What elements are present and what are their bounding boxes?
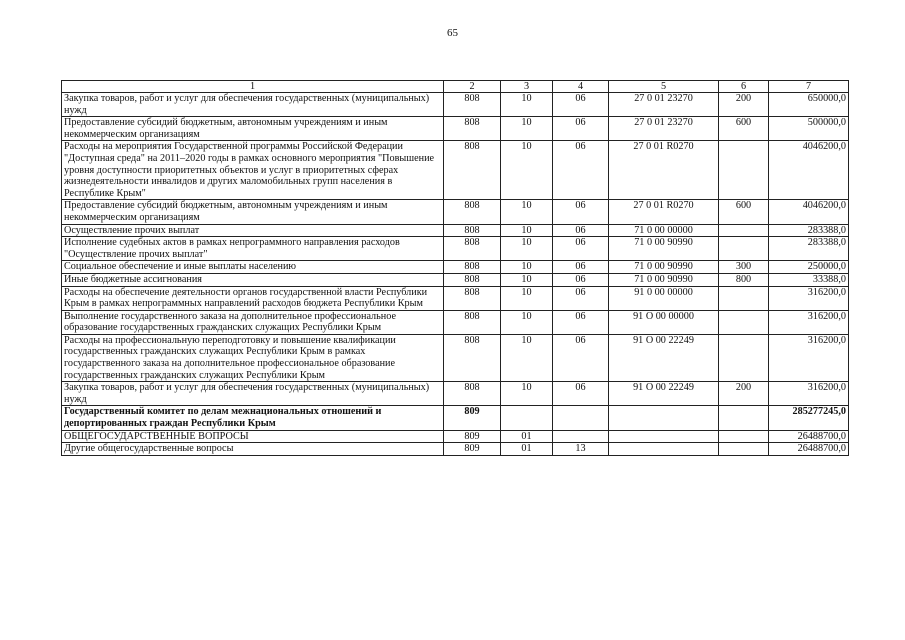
amount-cell: 650000,0 <box>769 93 849 117</box>
subsection-code-cell: 06 <box>553 237 609 261</box>
ministry-code-cell: 809 <box>444 406 501 430</box>
header-row <box>62 81 849 93</box>
section-code-cell <box>501 406 553 430</box>
ministry-code-cell: 808 <box>444 200 501 224</box>
ministry-code-cell: 808 <box>444 261 501 274</box>
table-row <box>62 141 849 200</box>
section-code-cell: 10 <box>501 117 553 141</box>
column-header-4: 4 <box>553 81 609 93</box>
ministry-code-cell: 808 <box>444 117 501 141</box>
section-code-cell: 10 <box>501 224 553 237</box>
subsection-code-cell: 06 <box>553 200 609 224</box>
amount-cell: 4046200,0 <box>769 200 849 224</box>
row-name-cell: Расходы на профессиональную переподготовку и повышение квалификации государственных гражданских служащих Республики Крым в рамках государственного заказа на дополнительное профессиональное образование государственных гражданских служащих Республики Крым <box>62 334 444 381</box>
column-header-6: 6 <box>719 81 769 93</box>
expense-type-code-cell <box>719 237 769 261</box>
target-article-code-cell <box>609 430 719 443</box>
section-code-cell: 10 <box>501 286 553 310</box>
table-row <box>62 200 849 224</box>
target-article-code-cell: 71 0 00 90990 <box>609 273 719 286</box>
target-article-code-cell <box>609 443 719 456</box>
column-header-3: 3 <box>501 81 553 93</box>
row-name-cell: Государственный комитет по делам межнациональных отношений и депортированных граждан Республики Крым <box>62 406 444 430</box>
expense-type-code-cell <box>719 224 769 237</box>
subsection-code-cell: 06 <box>553 286 609 310</box>
table-row <box>62 334 849 381</box>
target-article-code-cell: 27 0 01 23270 <box>609 117 719 141</box>
column-header-2: 2 <box>444 81 501 93</box>
section-code-cell: 10 <box>501 237 553 261</box>
subsection-code-cell: 06 <box>553 261 609 274</box>
amount-cell: 285277245,0 <box>769 406 849 430</box>
ministry-code-cell: 808 <box>444 286 501 310</box>
target-article-code-cell: 71 0 00 00000 <box>609 224 719 237</box>
row-name-cell: Предоставление субсидий бюджетным, автономным учреждениям и иным некоммерческим организациям <box>62 200 444 224</box>
subsection-code-cell: 06 <box>553 141 609 200</box>
row-name-cell: Предоставление субсидий бюджетным, автономным учреждениям и иным некоммерческим организациям <box>62 117 444 141</box>
row-name-cell: Закупка товаров, работ и услуг для обеспечения государственных (муниципальных) нужд <box>62 382 444 406</box>
amount-cell: 316200,0 <box>769 382 849 406</box>
column-header-7: 7 <box>769 81 849 93</box>
target-article-code-cell: 71 0 00 90990 <box>609 237 719 261</box>
amount-cell: 316200,0 <box>769 334 849 381</box>
amount-cell: 4046200,0 <box>769 141 849 200</box>
row-name-cell: Расходы на обеспечение деятельности органов государственной власти Республики Крым в рамках непрограммных направлений расходов бюджета Республики Крым <box>62 286 444 310</box>
row-name-cell: Осуществление прочих выплат <box>62 224 444 237</box>
row-name-cell: Другие общегосударственные вопросы <box>62 443 444 456</box>
amount-cell: 316200,0 <box>769 310 849 334</box>
target-article-code-cell: 27 0 01 R0270 <box>609 200 719 224</box>
column-header-5: 5 <box>609 81 719 93</box>
ministry-code-cell: 809 <box>444 430 501 443</box>
row-name-cell: Закупка товаров, работ и услуг для обеспечения государственных (муниципальных) нужд <box>62 93 444 117</box>
table-row <box>62 443 849 456</box>
ministry-code-cell: 808 <box>444 224 501 237</box>
target-article-code-cell: 91 О 00 22249 <box>609 334 719 381</box>
table-row <box>62 93 849 117</box>
expense-type-code-cell <box>719 443 769 456</box>
target-article-code-cell: 27 0 01 23270 <box>609 93 719 117</box>
section-code-cell: 10 <box>501 273 553 286</box>
amount-cell: 26488700,0 <box>769 443 849 456</box>
ministry-code-cell: 808 <box>444 273 501 286</box>
table-row <box>62 237 849 261</box>
expense-type-code-cell: 600 <box>719 117 769 141</box>
subsection-code-cell: 06 <box>553 117 609 141</box>
table-row <box>62 310 849 334</box>
table-row <box>62 273 849 286</box>
budget-table <box>61 80 849 456</box>
target-article-code-cell: 91 0 00 00000 <box>609 286 719 310</box>
amount-cell: 283388,0 <box>769 224 849 237</box>
ministry-code-cell: 808 <box>444 382 501 406</box>
section-code-cell: 10 <box>501 141 553 200</box>
target-article-code-cell: 71 0 00 90990 <box>609 261 719 274</box>
subsection-code-cell <box>553 406 609 430</box>
table-body <box>62 93 849 456</box>
amount-cell: 316200,0 <box>769 286 849 310</box>
amount-cell: 283388,0 <box>769 237 849 261</box>
subsection-code-cell: 06 <box>553 224 609 237</box>
table-row <box>62 117 849 141</box>
expense-type-code-cell: 200 <box>719 93 769 117</box>
ministry-code-cell: 809 <box>444 443 501 456</box>
section-code-cell: 10 <box>501 261 553 274</box>
ministry-code-cell: 808 <box>444 141 501 200</box>
column-header-1: 1 <box>62 81 444 93</box>
row-name-cell: Иные бюджетные ассигнования <box>62 273 444 286</box>
expense-type-code-cell <box>719 334 769 381</box>
expense-type-code-cell: 800 <box>719 273 769 286</box>
subsection-code-cell: 06 <box>553 273 609 286</box>
section-code-cell: 10 <box>501 310 553 334</box>
expense-type-code-cell <box>719 141 769 200</box>
expense-type-code-cell: 200 <box>719 382 769 406</box>
target-article-code-cell: 91 О 00 22249 <box>609 382 719 406</box>
expense-type-code-cell <box>719 406 769 430</box>
expense-type-code-cell <box>719 310 769 334</box>
table-row <box>62 406 849 430</box>
table-row <box>62 261 849 274</box>
amount-cell: 26488700,0 <box>769 430 849 443</box>
row-name-cell: Расходы на мероприятия Государственной программы Российской Федерации "Доступная среда" на 2011–2020 годы в рамках основного мероприятия "Повышение уровня доступности приоритетных объектов и услуг в приоритетных сферах жизнедеятельности инвалидов и других маломобильных групп населения в Республике Крым" <box>62 141 444 200</box>
section-code-cell: 10 <box>501 382 553 406</box>
amount-cell: 33388,0 <box>769 273 849 286</box>
amount-cell: 500000,0 <box>769 117 849 141</box>
table-row <box>62 382 849 406</box>
table-row <box>62 286 849 310</box>
ministry-code-cell: 808 <box>444 310 501 334</box>
section-code-cell: 01 <box>501 430 553 443</box>
expense-type-code-cell: 300 <box>719 261 769 274</box>
expense-type-code-cell <box>719 430 769 443</box>
subsection-code-cell: 06 <box>553 334 609 381</box>
ministry-code-cell: 808 <box>444 334 501 381</box>
section-code-cell: 01 <box>501 443 553 456</box>
table-row <box>62 224 849 237</box>
row-name-cell: Исполнение судебных актов в рамках непрограммного направления расходов "Осуществление прочих выплат" <box>62 237 444 261</box>
subsection-code-cell: 06 <box>553 93 609 117</box>
expense-type-code-cell <box>719 286 769 310</box>
ministry-code-cell: 808 <box>444 237 501 261</box>
ministry-code-cell: 808 <box>444 93 501 117</box>
target-article-code-cell: 91 О 00 00000 <box>609 310 719 334</box>
subsection-code-cell: 06 <box>553 310 609 334</box>
subsection-code-cell: 13 <box>553 443 609 456</box>
section-code-cell: 10 <box>501 200 553 224</box>
target-article-code-cell <box>609 406 719 430</box>
table-row <box>62 430 849 443</box>
section-code-cell: 10 <box>501 93 553 117</box>
row-name-cell: Выполнение государственного заказа на дополнительное профессиональное образование государственных гражданских служащих Республики Крым <box>62 310 444 334</box>
expense-type-code-cell: 600 <box>719 200 769 224</box>
row-name-cell: Социальное обеспечение и иные выплаты населению <box>62 261 444 274</box>
subsection-code-cell: 06 <box>553 382 609 406</box>
target-article-code-cell: 27 0 01 R0270 <box>609 141 719 200</box>
amount-cell: 250000,0 <box>769 261 849 274</box>
row-name-cell: ОБЩЕГОСУДАРСТВЕННЫЕ ВОПРОСЫ <box>62 430 444 443</box>
subsection-code-cell <box>553 430 609 443</box>
page-number: 65 <box>447 27 458 39</box>
section-code-cell: 10 <box>501 334 553 381</box>
